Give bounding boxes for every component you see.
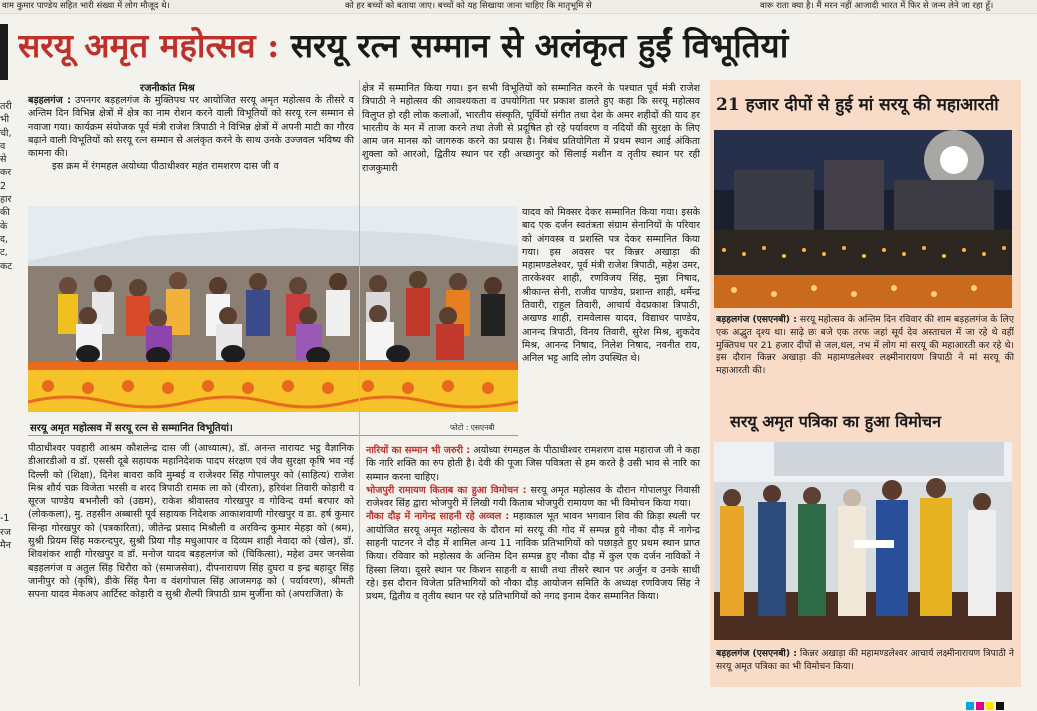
sidebar-box (710, 80, 1021, 687)
main-photo (28, 206, 518, 412)
sub1-text: अयोध्या रंगमहल के पीठाधीश्वर रामशरण दास महाराज जी ने कहा कि नारि शक्ति का रुप होती है। देवी की पूजा जिस पवित्रता से हम करते है उसी भाव से नारि का सम्मान करना चाहिए। (366, 445, 700, 483)
left-edge-line (0, 393, 13, 406)
patrika-release-image (714, 442, 1012, 640)
left-edge-column (0, 100, 13, 660)
headline-part1: सरयू अमृत महोत्सव : (18, 26, 280, 65)
sidebar-caption-2-text: किन्नर अखाड़ा की महामण्डलेश्वर आचार्य लक्ष्मीनारायण त्रिपाठी ने सरयू अमृत पत्रिका का भी विमोचन किया। (716, 648, 1014, 672)
headline-part2: सरयू रत्न सम्मान से अलंकृत हुईं विभूतियां (279, 26, 789, 65)
dateline: बड़हलगंज : (28, 95, 71, 106)
sidebar-caption-1-text: सरयू महोत्सव के अन्तिम दिन रविवार की शाम बड़हलगंज के लिए एक अद्भुत दृश्य था। साढ़े छः बजे एक तरफ जहां सूर्य देव अस्ताचल में जा रहे थे वहीं मुक्तिपथ पर 21 हजार दीपों से जल,थल, नभ में लोग मां सरयू की महाआरती कर रहे थे। इस दौरान किन्नर अखाड़ा की महामण्डलेश्वर लक्ष्मीनारायण त्रिपाठी ने मां सरयू की महाआरती की। (716, 314, 1014, 377)
article-col2-top: क्षेत्र में सम्मानित किया गया। इन सभी विभूतियों को सम्मानित करने के पश्चात पूर्व मंत्री राजेश त्रिपाठी ने महोत्सव की आवश्यकता व उपयोगिता पर प्रकाश डालते हुए कहा कि सरयू महोत्सव विलुप्त हो रही लोक कलाओं, भारतीय संस्कृति, पूर्वियों संगीत तथा देश के अमर शहीदों की याद हर भारतीय के मन में ताजा करने तथा तेजी से प्रदूषित हो रहे पर्यावरण व नदियों की सुरक्षा के लिए आम जन मानस को जागरुक करने का प्रयास है। निबंध प्रतियोगिता में प्रथम स्थान आई अंकिता शुक्ला को आरओ, द्वितीय स्थान पर रही अच्छानुर को सिलाई मशीन व तृतीय स्थान पर रही राजकुमारी (362, 83, 700, 174)
sidebar-title-2: सरयू अमृत पत्रिका का हुआ विमोचन (730, 412, 941, 431)
registration-magenta (976, 702, 984, 710)
sidebar-photo-1 (714, 130, 1012, 308)
registration-cyan (966, 702, 974, 710)
left-edge-line (0, 486, 13, 499)
left-edge-line: से (0, 154, 7, 166)
photo-credit: फोटो : एसएनबी (450, 423, 495, 432)
sidebar-title-1: 21 हजार दीपों से हुई मां सरयू की महाआरती (716, 95, 999, 115)
left-edge-line (0, 313, 13, 326)
byline: रजनीकांत मिश्र (140, 83, 195, 94)
sidebar-caption-2-lead: बड़हलगंज (एसएनबी) : (716, 648, 797, 659)
left-edge-line (0, 432, 13, 445)
left-edge-line: तरी (0, 101, 12, 112)
sub2-heading: भोजपुरी रामायण किताब का हुआ विमोचन : (366, 484, 527, 496)
left-edge-line (0, 446, 13, 459)
photo-caption: सरयू अमृत महोत्सव में सरयू रत्न से सम्मानित विभूतियां। (30, 423, 233, 434)
left-edge-line (0, 326, 13, 339)
left-edge-line: कट (0, 260, 13, 272)
left-edge-line: भी (0, 114, 10, 126)
sub3-heading: नौका दौड़ में नागेन्द्र साहनी रहे अव्वल : (366, 511, 510, 523)
article-intro (28, 94, 354, 204)
left-edge-line: रज (0, 526, 11, 538)
left-edge-line (0, 459, 13, 472)
article-subsections (366, 444, 700, 686)
article-para2: इस क्रम में रंगमहल अयोध्या पीठाधीश्वर महंत रामशरण दास जी व (52, 161, 279, 173)
left-edge-line: मैन (0, 539, 11, 551)
strip-text-1: वाम कुमार पाण्डेय सहित भारी संख्या में लोग मौजूद थे। (2, 1, 170, 11)
left-edge-line (0, 379, 13, 392)
registration-yellow (986, 702, 994, 710)
headline (18, 20, 1023, 76)
registration-black (996, 702, 1004, 710)
left-edge-line: के (0, 220, 8, 232)
sub3-text: महाकाल भूत भावन भगवान शिव की क्रिड़ा स्थली पर आयोजित सरयू अमृत महोत्सव के दौरान मां सरयू की गोद में सम्पन्न हुये नौका दौड़ में नागेन्द्र साहनी पाटनर ने दौड़ में शामिल अन्य 11 नाविक प्रतिभागियों को पछाड़ते हुए प्रथम स्थान प्राप्त किया। रविवार को महोत्सव के अन्तिम दिन सम्पन्न हुए नौका दौड़ में कुल एक दर्जन नाविकों ने हिस्सा लिया। दूसरे स्थान पर किशन साहनी व साथी तथा तीसरे स्थान पर अर्जुन व उनके साथी रहे। इस दौरान विजेता प्रतिभागियों को नौका दौड़ आयोजन समिति के अध्यक्ष रणविजय सिंह ने प्रथम, द्वितीय व तृतीय स्थान पर रहे प्रतिभागियों को नगद इनाम देकर सम्मानित किया। (366, 511, 700, 603)
strip-text-2: को हर बच्चों को बताया जाए। बच्चों को यह सिखाया जाना चाहिए कि मातृभूमि से (345, 1, 592, 11)
strip-text-3: वारू राता क्या है। मैं मरन नहीं आजादी भारत में फिर से जन्म लेने जा रहा हूँ। (760, 1, 994, 11)
left-edge-line (0, 472, 13, 485)
maha-aarti-image (714, 130, 1012, 308)
sidebar-caption-1-lead: बड़हलगंज (एसएनबी) : (716, 314, 797, 325)
left-edge-line: द, (0, 233, 9, 245)
left-edge-line (0, 339, 13, 352)
sidebar-caption-2 (716, 648, 1014, 684)
left-edge-line (0, 286, 13, 299)
left-edge-line (0, 499, 13, 512)
photo-caption-bar (28, 418, 518, 436)
sidebar-caption-1 (716, 314, 1014, 392)
left-edge-line (0, 353, 13, 366)
left-edge-line (0, 366, 13, 379)
article-col2-right: यादव को मिक्सर देकर सम्मानित किया गया। इसके बाद एक दर्जन स्वतंत्रता संग्राम सेनानियों के परिवार को अंगवस्त्र व प्रशस्ति पत्र देकर सम्मानित किया गया। इस अवसर पर किन्नर अखाड़ा की महामण्डलेश्वर, पूर्व मंत्री राजेश त्रिपाठी, महेश उमर, तारकेश्वर शाही, रणविजय सिंह, मुन्ना निषाद, श्रीकान्त सेनी, राजीव पाण्डेय, प्रशान्त शाही, धर्मेन्द्र तिवारी, राहुल तिवारी, आचार्य वेदप्रकाश त्रिपाठी, अखण्ड शाही, रामवेलास यादव, विद्याधर पाण्डेय, आनन्द त्रिपाठी, विनय तिवारी, सुरेश मिश्र, शुकदेव मिश्र, आनन्द निषाद, निलेश निषाद, नवनीत राय, अनिल भट्ट आदि लोग उपस्थित थे। (522, 207, 700, 365)
left-edge-line: कर (0, 167, 12, 179)
column-divider (359, 80, 360, 686)
left-edge-line: की (0, 207, 10, 219)
previous-article-strip (0, 0, 1037, 14)
left-edge-line: 2 (0, 180, 7, 192)
article-intro-text: उपनगर बड़हलगंज के मुक्तिपथ पर आयोजित सरयू अमृत महोत्सव के तीसरे व अन्तिम दिन विभिन्न क्षेत्रों में क्षेत्र का नाम रोशन करने वाली विभूतियों को सरयू रत्न सम्मान से नवाजा गया। कार्यक्रम संयोजक पूर्व मंत्री राजेश त्रिपाठी ने विभिन्न क्षेत्रों में अपनी माटी का गौरव बढ़ाने वाली विभूतियों को सरयू रत्न सम्मान से अलंकृत करने के साथ उनके उज्जवल भविष्य की कामना की। (28, 95, 354, 160)
left-edge-line: ची, (0, 127, 12, 139)
sub2-text: सरयू अमृत महोत्सव के दौरान गोपालपुर निवासी राजेश्वर सिंह द्वारा भोजपुरी में लिखी गयी किताब भोजपुरी रामायण का भी विमोचन किया गया। (366, 484, 700, 510)
left-edge-line: व (0, 140, 6, 152)
article-awardees: पीठाधीश्वर पवहारी आश्रम कौशलेन्द्र दास जी (आध्यात्म), डॉ. अनन्त नारायट भट्ठ वैज्ञानिक डीआरडीओ व डॉ. एससी दूबे सहायक महानिदेशक पादप संरक्षण एवं जैव सुरक्षा कृषि भव नई दिल्ली को (शिक्षा), दिनेश बावरा कवि मुम्बई व राजेश्वर सिंह गोपालपुर को (साहित्य) राजेश मिश्र शौर्य चक्र विजेता भरसी व शरद त्रिपाठी रामक ला को (वीरता), हरिवंश तिवारी कोड़ारी व सूरज पाण्डेय बभनौली को (उद्यम), राकेश श्रीवास्तव गोरखपुर व गोविन्द वर्मा बरपार को (लोककला), मु. तहसीन अब्बासी पूर्व सहायक निदेशक आकाशवाणी गोरखपुर व डा. हर्ष कुमार सिन्हा गोरखपुर को (पत्रकारिता), जीतेन्द्र प्रसाद मिश्रौली व अरविन्द कुमार मेहड़ा को (श्रम), सुश्री प्रियम सिंह मकरन्दपुर, सुश्री प्रिया गौड़ मधुआपार व दिव्यम शाही नेवादा को (खेल), डॉ. शिवशंकर शाही गोरखपुर व डॉ. मनोज यादव बड़हलगंज को (चिकित्सा), महेश उमर जनसेवा बड़हलगंज व अतुल सिंह धिरौरा को (समाजसेवा), दीपनारायण सिंह दुघरा व इन्द्र बहादुर सिंह जानीपुर को (कृषि), डीके सिंह पैना व वंशगोपाल सिंह आजमगढ़ को ( पर्यावरण), श्रीमती सपना यादव मेकअप आर्टिस्ट कोड़ारी व सुश्री शैल्पी त्रिपाठी ग्राम मुर्जीना को (अपराजिता) के (28, 443, 354, 601)
left-edge-line (0, 406, 13, 419)
left-edge-mark (0, 24, 8, 80)
left-edge-line: हार (0, 194, 12, 206)
sub1-heading: नारियों का सम्मान भी जरुरी : (366, 445, 471, 456)
left-edge-line (0, 299, 13, 312)
sidebar-photo-2 (714, 442, 1012, 640)
award-ceremony-image (28, 206, 518, 412)
left-edge-line (0, 419, 13, 432)
left-edge-line: -1 (0, 513, 10, 525)
left-edge-line (0, 273, 13, 286)
left-edge-line: ट, (0, 247, 8, 259)
